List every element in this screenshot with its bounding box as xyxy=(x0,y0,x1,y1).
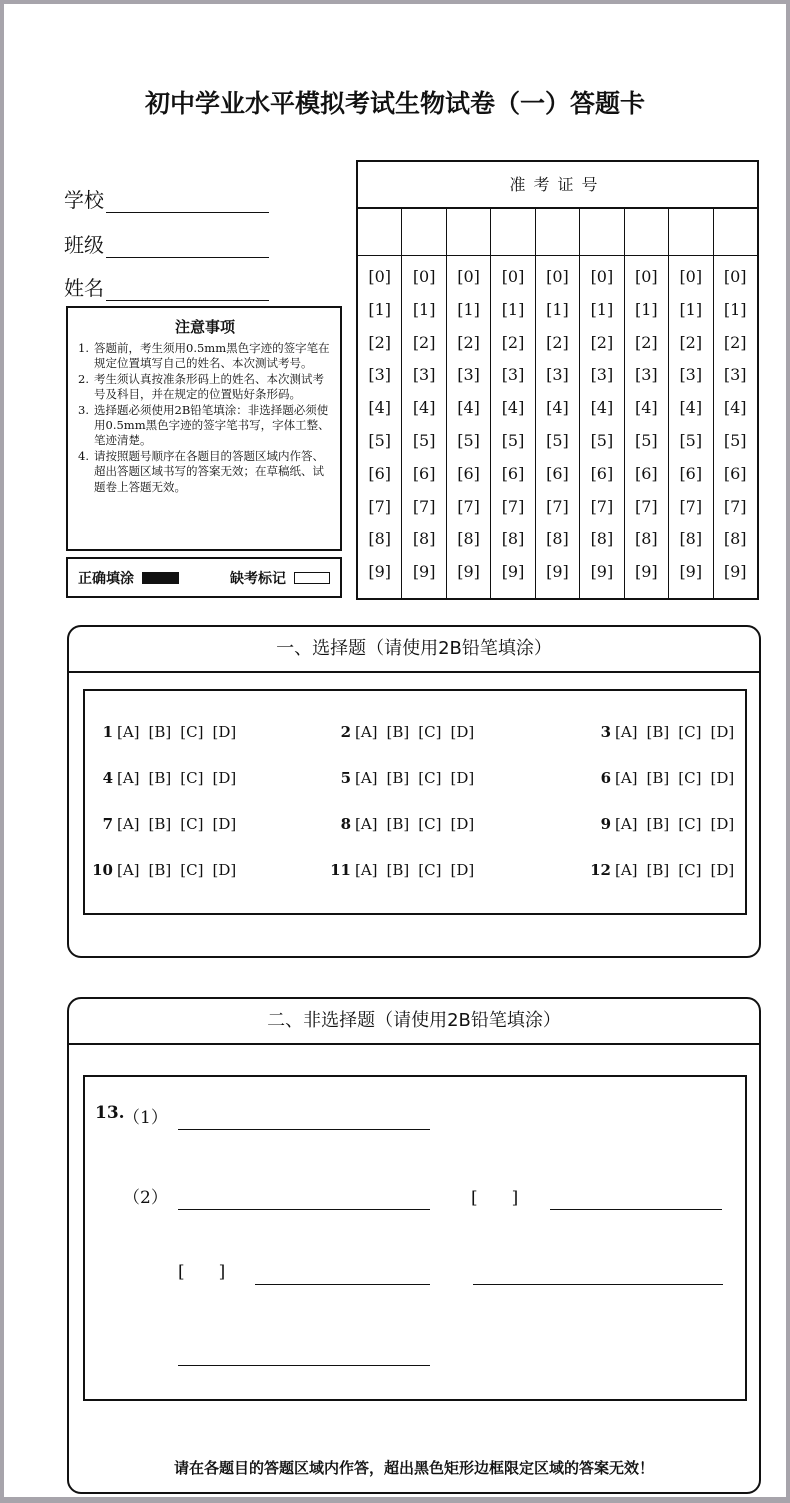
answer-sheet-page xyxy=(4,4,786,1497)
option-bubble[interactable]: [A] xyxy=(615,861,638,879)
option-bubble[interactable]: [C] xyxy=(678,861,702,879)
digit-bubble[interactable]: [5] xyxy=(590,430,614,450)
exam-id-digit-input[interactable] xyxy=(625,209,668,256)
answer-blank-3[interactable] xyxy=(550,1209,722,1210)
digit-bubble[interactable]: [1] xyxy=(546,299,569,319)
digit-bubble[interactable]: [6] xyxy=(590,463,614,483)
sheet-title: 初中学业水平模拟考试生物试卷（一）答题卡 xyxy=(144,89,645,118)
option-bubble[interactable]: [B] xyxy=(148,815,172,833)
digit-bubble[interactable]: [0] xyxy=(635,267,658,286)
question-number: 3 xyxy=(600,723,611,741)
section2-footer-note: 请在各题目的答题区域内作答，超出黑色矩形边框限定区域的答案无效！ xyxy=(173,1459,654,1477)
option-bubble[interactable]: [B] xyxy=(148,723,172,741)
note-num: 4. xyxy=(78,448,89,463)
digit-bubble[interactable]: [4] xyxy=(501,398,525,418)
mc-question xyxy=(91,709,309,755)
answer-blank-6[interactable] xyxy=(178,1365,430,1366)
digit-bubble[interactable]: [7] xyxy=(635,496,658,516)
digit-bubble[interactable]: [9] xyxy=(546,562,569,582)
digit-bubble[interactable]: [5] xyxy=(412,430,436,450)
exam-id-column xyxy=(714,209,757,600)
digit-bubble[interactable]: [1] xyxy=(723,299,747,319)
digit-bubble[interactable]: [4] xyxy=(457,398,480,418)
digit-bubble[interactable]: [0] xyxy=(546,267,569,286)
digit-bubble[interactable]: [0] xyxy=(723,267,747,286)
mc-question xyxy=(527,709,745,755)
digit-bubble[interactable]: [9] xyxy=(635,562,658,582)
option-bubble[interactable]: [A] xyxy=(615,815,638,833)
digit-bubble[interactable]: [1] xyxy=(679,299,703,319)
option-bubble[interactable]: [C] xyxy=(418,769,442,787)
notes-heading: 注意事项 xyxy=(174,318,235,336)
note-item xyxy=(78,372,332,403)
note-num: 1. xyxy=(78,341,89,355)
digit-bubble[interactable]: [2] xyxy=(501,332,525,352)
digit-bubble[interactable]: [0] xyxy=(412,267,436,286)
section2-heading: 二、非选择题（请使用2B铅笔填涂） xyxy=(69,999,759,1045)
mc-question xyxy=(309,847,527,893)
name-input-line[interactable] xyxy=(106,282,269,301)
filled-box-icon xyxy=(142,572,179,584)
digit-bubble[interactable]: [5] xyxy=(723,430,747,450)
question-number: 10 xyxy=(92,861,113,879)
option-bubble[interactable]: [A] xyxy=(117,769,140,787)
digit-bubble[interactable]: [7] xyxy=(679,496,703,516)
digit-bubble[interactable]: [9] xyxy=(412,562,436,582)
option-bubble[interactable]: [C] xyxy=(180,815,204,833)
class-input-line[interactable] xyxy=(106,239,269,258)
digit-bubble[interactable]: [0] xyxy=(590,267,614,286)
exam-id-box xyxy=(356,160,759,600)
part-2-label: （2） xyxy=(123,1188,168,1208)
digit-bubble[interactable]: [2] xyxy=(590,332,614,352)
question-13-number: 13. xyxy=(95,1103,125,1123)
fill-legend xyxy=(66,557,342,598)
absent-mark-box[interactable] xyxy=(294,572,330,584)
option-bubble[interactable]: [D] xyxy=(710,723,735,741)
option-bubble[interactable]: [C] xyxy=(678,769,702,787)
note-text: 选择题必须使用2B铅笔填涂：非选择题必须使用0.5mm黑色字迹的签字笔书写，字体工整、笔迹清楚。 xyxy=(94,402,330,448)
part-1-label: （1） xyxy=(123,1108,168,1128)
digit-bubble[interactable]: [2] xyxy=(546,332,569,352)
question-number: 4 xyxy=(102,769,113,787)
digit-bubble[interactable]: [2] xyxy=(412,332,436,352)
digit-bubble[interactable]: [9] xyxy=(679,562,703,582)
digit-bubble[interactable]: [7] xyxy=(546,496,569,516)
digit-bubble[interactable]: [3] xyxy=(501,365,525,385)
digit-bubble[interactable]: [5] xyxy=(679,430,703,450)
exam-id-column xyxy=(580,209,624,600)
exam-id-column xyxy=(402,209,446,600)
exam-id-digit-input[interactable] xyxy=(491,209,534,256)
digit-bubble[interactable]: [3] xyxy=(590,365,614,385)
digit-bubble[interactable]: [0] xyxy=(679,267,703,286)
non-choice-section xyxy=(67,997,761,1494)
name-field[interactable] xyxy=(64,272,269,301)
note-text: 请按照题号顺序在各题目的答题区域内作答、超出答题区域书写的答案无效；在草稿纸、试题卷上答题无效。 xyxy=(94,448,324,494)
bracket-blank-2[interactable]: [ ] xyxy=(178,1262,226,1282)
exam-id-column xyxy=(625,209,669,600)
exam-id-digit-input[interactable] xyxy=(669,209,712,256)
mc-question xyxy=(91,801,309,847)
option-bubble[interactable]: [B] xyxy=(386,815,410,833)
digit-bubble[interactable]: [8] xyxy=(412,529,436,549)
digit-bubble[interactable]: [5] xyxy=(635,430,658,450)
digit-bubble[interactable]: [6] xyxy=(546,463,569,483)
digit-bubble[interactable]: [4] xyxy=(368,398,392,418)
mc-question xyxy=(527,801,745,847)
digit-bubble[interactable]: [3] xyxy=(412,365,436,385)
exam-id-digit-input[interactable] xyxy=(536,209,579,256)
exam-id-column xyxy=(358,209,402,600)
digit-bubble[interactable]: [1] xyxy=(635,299,658,319)
digit-bubble[interactable]: [9] xyxy=(368,562,392,582)
digit-bubble[interactable]: [1] xyxy=(501,299,525,319)
digit-bubble[interactable]: [4] xyxy=(412,398,436,418)
note-text: 考生须认真按准条形码上的姓名、本次测试考号及科目，并在规定的位置贴好条形码。 xyxy=(94,371,324,402)
option-bubble[interactable]: [B] xyxy=(148,769,172,787)
class-field[interactable] xyxy=(64,229,269,258)
question-number: 1 xyxy=(102,723,113,741)
exam-id-bubbles xyxy=(402,256,445,589)
option-bubble[interactable]: [D] xyxy=(450,769,475,787)
exam-id-column xyxy=(491,209,535,600)
digit-bubble[interactable]: [1] xyxy=(412,299,436,319)
digit-bubble[interactable]: [4] xyxy=(590,398,614,418)
digit-bubble[interactable]: [6] xyxy=(368,463,392,483)
name-label: 姓名 xyxy=(64,276,104,300)
digit-bubble[interactable]: [6] xyxy=(679,463,703,483)
digit-bubble[interactable]: [6] xyxy=(457,463,480,483)
non-choice-area xyxy=(83,1075,747,1401)
digit-bubble[interactable]: [8] xyxy=(501,529,525,549)
digit-bubble[interactable]: [8] xyxy=(457,529,480,549)
digit-bubble[interactable]: [9] xyxy=(723,562,747,582)
exam-id-bubbles xyxy=(580,256,623,589)
note-text: 答题前，考生须用0.5mm黑色字迹的签字笔在规定位置填写自己的姓名、本次测试考号。 xyxy=(94,341,330,371)
digit-bubble[interactable]: [1] xyxy=(457,299,480,319)
option-bubble[interactable]: [C] xyxy=(678,815,702,833)
exam-id-column xyxy=(536,209,580,600)
option-bubble[interactable]: [D] xyxy=(212,861,237,879)
exam-id-bubbles xyxy=(669,256,712,589)
option-bubble[interactable]: [C] xyxy=(180,769,204,787)
option-bubble[interactable]: [A] xyxy=(615,723,638,741)
exam-id-bubbles xyxy=(447,256,490,589)
exam-id-digit-input[interactable] xyxy=(447,209,490,256)
question-number: 6 xyxy=(600,769,611,787)
digit-bubble[interactable]: [4] xyxy=(546,398,569,418)
notes-box xyxy=(66,306,342,551)
multiple-choice-section xyxy=(67,625,761,958)
digit-bubble[interactable]: [5] xyxy=(546,430,569,450)
digit-bubble[interactable]: [9] xyxy=(590,562,614,582)
option-bubble[interactable]: [A] xyxy=(117,815,140,833)
notes-list xyxy=(78,341,332,495)
digit-bubble[interactable]: [3] xyxy=(723,365,747,385)
section1-heading: 一、选择题（请使用2B铅笔填涂） xyxy=(69,627,759,673)
digit-bubble[interactable]: [3] xyxy=(368,365,392,385)
school-input-line[interactable] xyxy=(106,194,269,213)
option-bubble[interactable]: [D] xyxy=(710,769,735,787)
digit-bubble[interactable]: [7] xyxy=(723,496,747,516)
digit-bubble[interactable]: [0] xyxy=(501,267,525,286)
digit-bubble[interactable]: [5] xyxy=(457,430,480,450)
digit-bubble[interactable]: [7] xyxy=(501,496,525,516)
exam-id-bubbles xyxy=(625,256,668,589)
mc-question xyxy=(527,755,745,801)
option-bubble[interactable]: [B] xyxy=(148,861,172,879)
note-item xyxy=(78,449,332,495)
option-bubble[interactable]: [A] xyxy=(117,861,140,879)
exam-id-digit-input[interactable] xyxy=(402,209,445,256)
digit-bubble[interactable]: [5] xyxy=(368,430,392,450)
option-bubble[interactable]: [D] xyxy=(450,723,475,741)
mc-question xyxy=(309,801,527,847)
question-number: 12 xyxy=(590,861,611,879)
digit-bubble[interactable]: [0] xyxy=(368,267,392,286)
answer-blank-5[interactable] xyxy=(473,1284,723,1285)
digit-bubble[interactable]: [7] xyxy=(368,496,392,516)
option-bubble[interactable]: [B] xyxy=(646,769,670,787)
note-num: 3. xyxy=(78,402,89,417)
option-bubble[interactable]: [A] xyxy=(355,723,378,741)
digit-bubble[interactable]: [2] xyxy=(635,332,658,352)
option-bubble[interactable]: [C] xyxy=(180,861,204,879)
mc-question xyxy=(309,755,527,801)
note-item xyxy=(78,403,332,449)
exam-id-bubbles xyxy=(491,256,534,589)
digit-bubble[interactable]: [6] xyxy=(501,463,525,483)
digit-bubble[interactable]: [4] xyxy=(635,398,658,418)
exam-id-digit-input[interactable] xyxy=(358,209,401,256)
question-number: 5 xyxy=(340,769,351,787)
exam-id-bubbles xyxy=(536,256,579,589)
correct-fill-label: 正确填涂 xyxy=(78,570,134,587)
question-number: 9 xyxy=(600,815,611,833)
option-bubble[interactable]: [D] xyxy=(212,769,237,787)
digit-bubble[interactable]: [8] xyxy=(723,529,747,549)
answer-blank-1[interactable] xyxy=(178,1129,430,1130)
option-bubble[interactable]: [C] xyxy=(418,723,442,741)
question-number: 7 xyxy=(102,815,113,833)
digit-bubble[interactable]: [3] xyxy=(457,365,480,385)
digit-bubble[interactable]: [7] xyxy=(457,496,480,516)
exam-id-bubbles xyxy=(714,256,757,589)
question-number: 8 xyxy=(340,815,351,833)
digit-bubble[interactable]: [2] xyxy=(723,332,747,352)
digit-bubble[interactable]: [8] xyxy=(546,529,569,549)
class-label: 班级 xyxy=(64,233,104,257)
digit-bubble[interactable]: [7] xyxy=(590,496,614,516)
option-bubble[interactable]: [C] xyxy=(418,815,442,833)
digit-bubble[interactable]: [6] xyxy=(412,463,436,483)
school-label: 学校 xyxy=(64,188,104,212)
option-bubble[interactable]: [C] xyxy=(180,723,204,741)
exam-id-heading: 准考证号 xyxy=(358,162,757,209)
digit-bubble[interactable]: [2] xyxy=(457,332,480,352)
correct-fill-legend xyxy=(78,568,179,588)
option-bubble[interactable]: [B] xyxy=(386,861,410,879)
option-bubble[interactable]: [B] xyxy=(386,769,410,787)
mc-question xyxy=(91,847,309,893)
option-bubble[interactable]: [A] xyxy=(117,723,140,741)
digit-bubble[interactable]: [8] xyxy=(635,529,658,549)
digit-bubble[interactable]: [4] xyxy=(723,398,747,418)
digit-bubble[interactable]: [4] xyxy=(679,398,703,418)
option-bubble[interactable]: [C] xyxy=(418,861,442,879)
option-bubble[interactable]: [D] xyxy=(450,861,475,879)
mc-question xyxy=(527,847,745,893)
option-bubble[interactable]: [B] xyxy=(386,723,410,741)
digit-bubble[interactable]: [6] xyxy=(635,463,658,483)
school-field[interactable] xyxy=(64,184,269,213)
option-bubble[interactable]: [A] xyxy=(615,769,638,787)
mc-grid xyxy=(85,691,745,893)
option-bubble[interactable]: [B] xyxy=(646,861,670,879)
exam-id-digit-input[interactable] xyxy=(714,209,757,256)
exam-id-column xyxy=(669,209,713,600)
digit-bubble[interactable]: [2] xyxy=(368,332,392,352)
question-number: 2 xyxy=(340,723,351,741)
digit-bubble[interactable]: [9] xyxy=(501,562,525,582)
mc-question xyxy=(91,755,309,801)
digit-bubble[interactable]: [1] xyxy=(590,299,614,319)
bracket-blank-1[interactable]: [ ] xyxy=(471,1188,519,1208)
digit-bubble[interactable]: [3] xyxy=(635,365,658,385)
digit-bubble[interactable]: [8] xyxy=(679,529,703,549)
exam-id-bubbles xyxy=(358,256,401,589)
answer-blank-2[interactable] xyxy=(178,1209,430,1210)
option-bubble[interactable]: [B] xyxy=(646,723,670,741)
digit-bubble[interactable]: [0] xyxy=(457,267,480,286)
exam-id-columns xyxy=(358,209,757,600)
mc-question xyxy=(309,709,527,755)
absent-mark-label: 缺考标记 xyxy=(230,570,286,587)
exam-id-column xyxy=(447,209,491,600)
question-number: 11 xyxy=(330,861,351,879)
digit-bubble[interactable]: [1] xyxy=(368,299,392,319)
digit-bubble[interactable]: [5] xyxy=(501,430,525,450)
digit-bubble[interactable]: [8] xyxy=(590,529,614,549)
absent-mark-legend xyxy=(230,568,330,588)
digit-bubble[interactable]: [7] xyxy=(412,496,436,516)
option-bubble[interactable]: [A] xyxy=(355,861,378,879)
multiple-choice-area xyxy=(83,689,747,915)
digit-bubble[interactable]: [6] xyxy=(723,463,747,483)
option-bubble[interactable]: [D] xyxy=(450,815,475,833)
option-bubble[interactable]: [A] xyxy=(355,769,378,787)
option-bubble[interactable]: [D] xyxy=(710,815,735,833)
digit-bubble[interactable]: [8] xyxy=(368,529,392,549)
digit-bubble[interactable]: [3] xyxy=(546,365,569,385)
option-bubble[interactable]: [A] xyxy=(355,815,378,833)
digit-bubble[interactable]: [3] xyxy=(679,365,703,385)
option-bubble[interactable]: [D] xyxy=(212,723,237,741)
digit-bubble[interactable]: [9] xyxy=(457,562,480,582)
option-bubble[interactable]: [B] xyxy=(646,815,670,833)
digit-bubble[interactable]: [2] xyxy=(679,332,703,352)
option-bubble[interactable]: [D] xyxy=(212,815,237,833)
option-bubble[interactable]: [C] xyxy=(678,723,702,741)
note-num: 2. xyxy=(78,371,89,386)
answer-blank-4[interactable] xyxy=(255,1284,430,1285)
exam-id-digit-input[interactable] xyxy=(580,209,623,256)
note-item xyxy=(78,341,332,372)
option-bubble[interactable]: [D] xyxy=(710,861,735,879)
